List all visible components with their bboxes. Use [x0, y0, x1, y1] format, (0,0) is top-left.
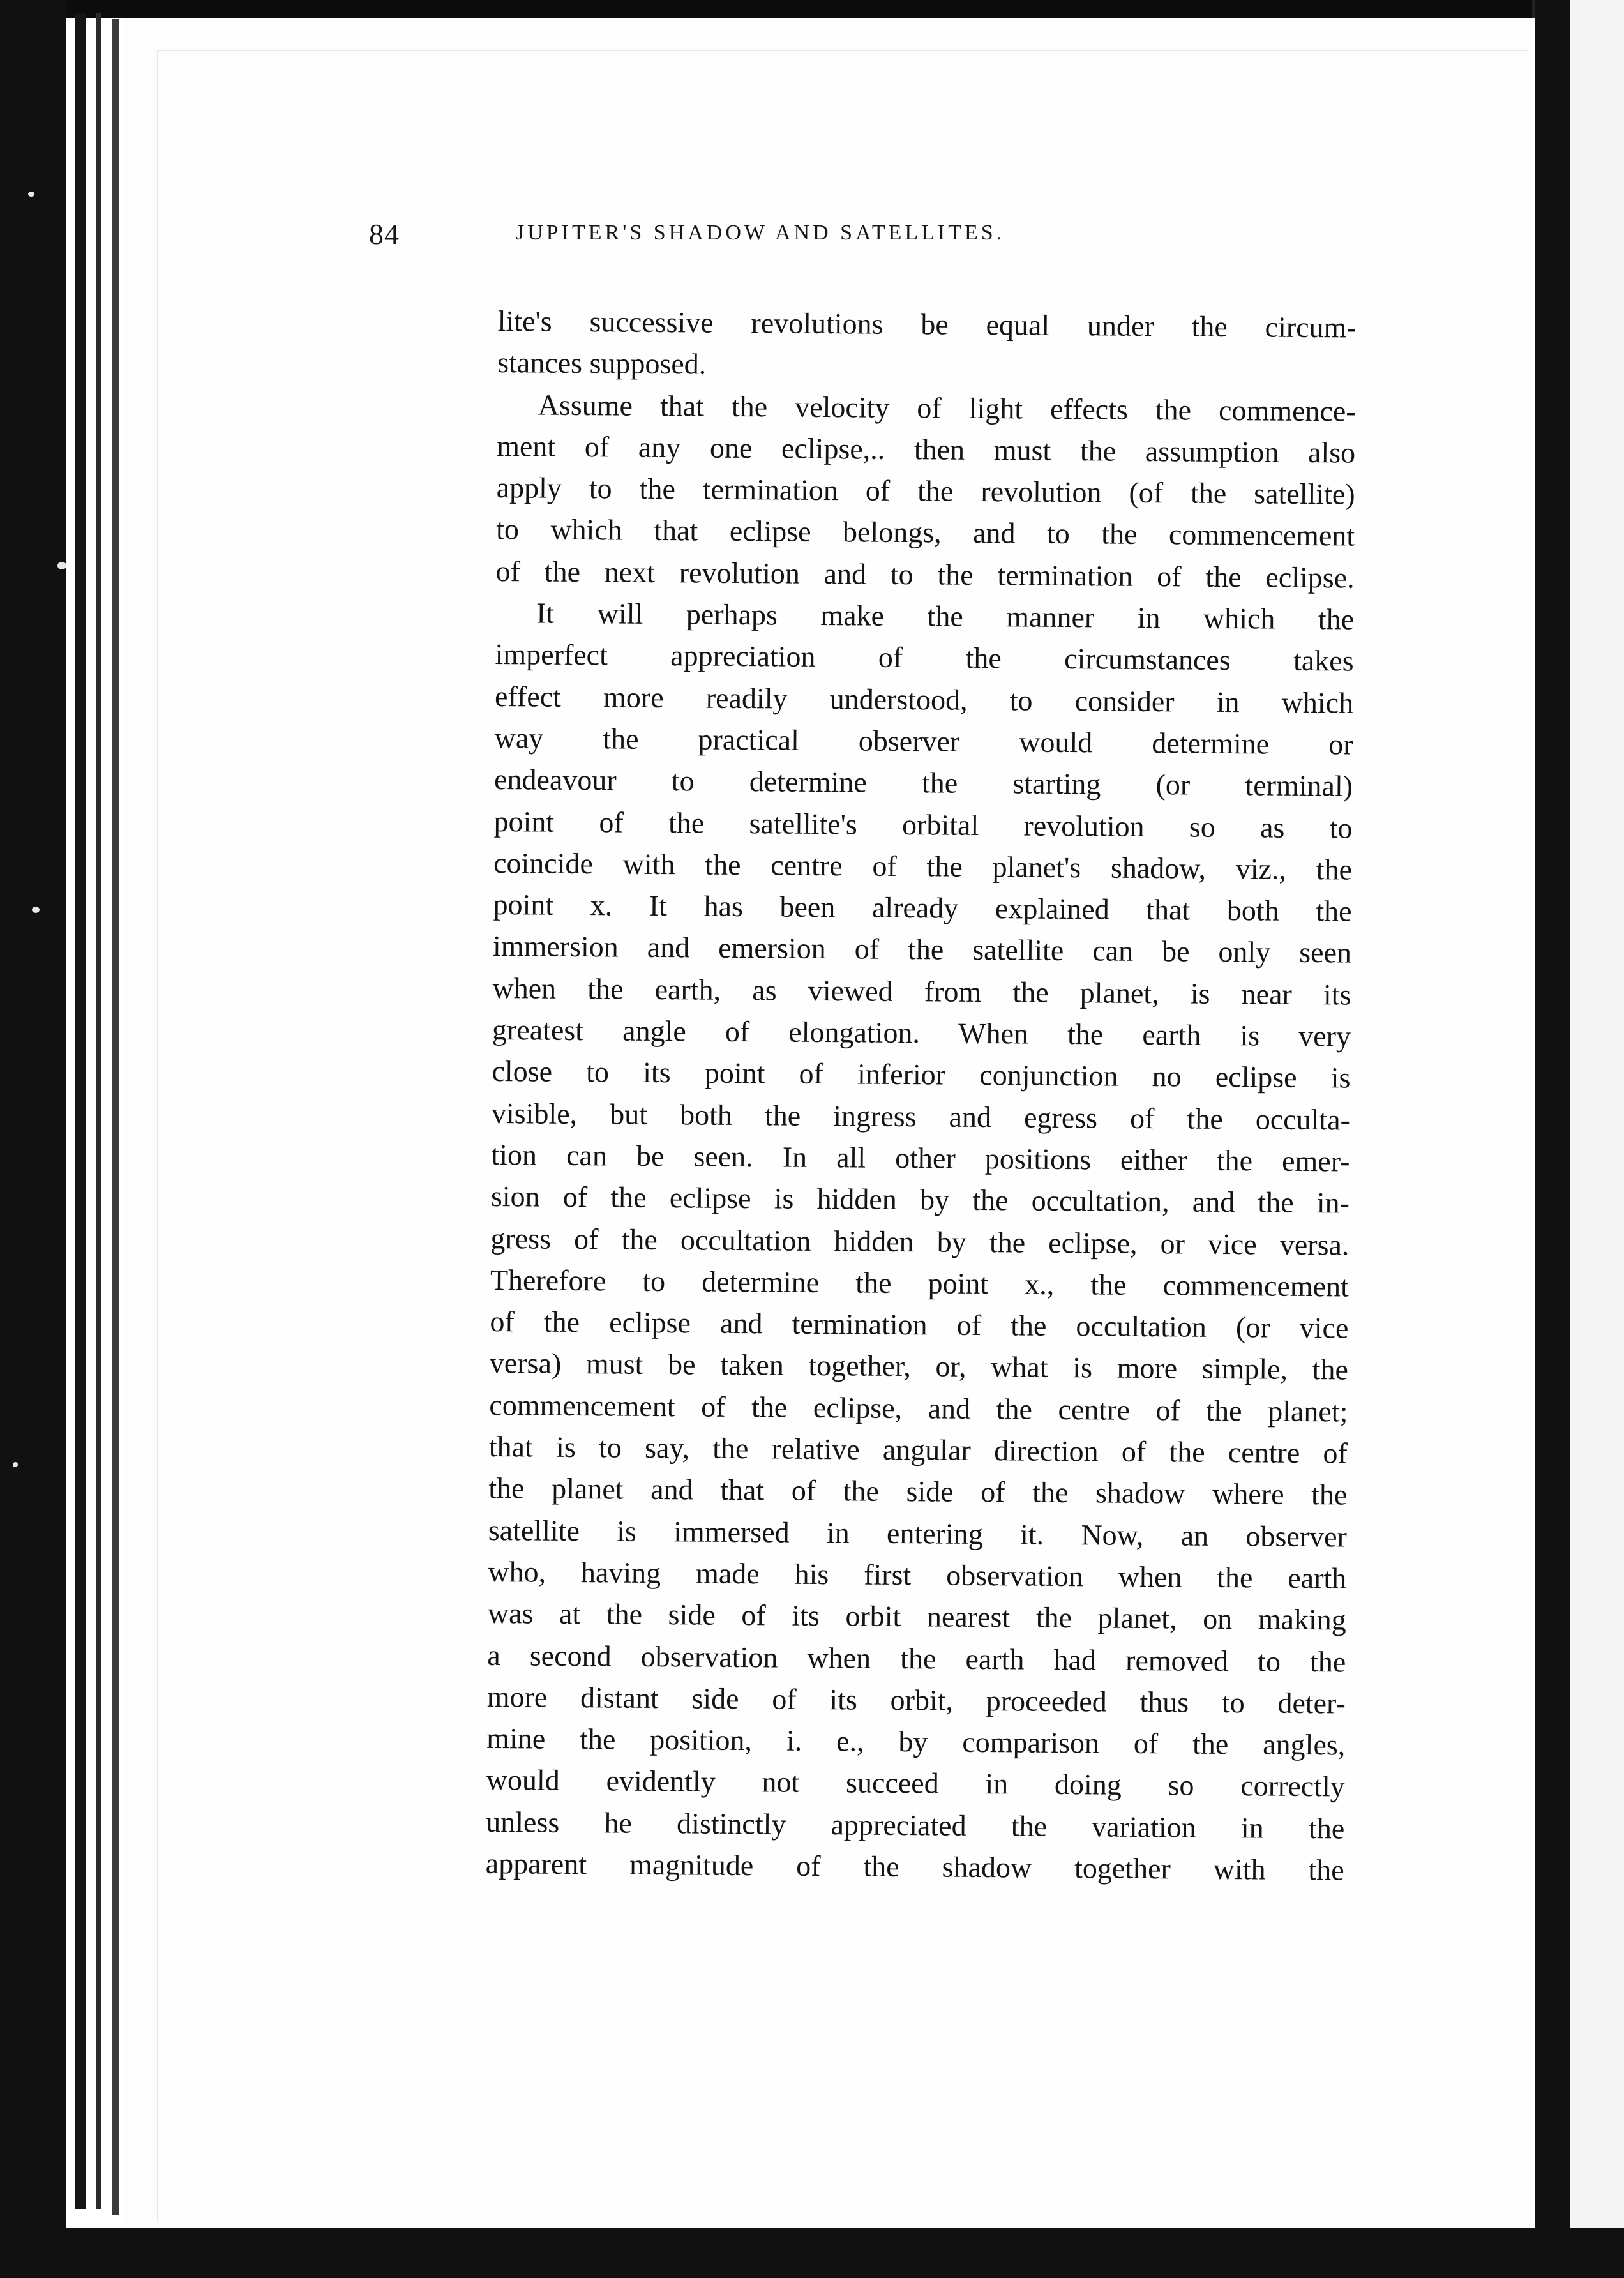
text-line: imperfect appreciation of the circumstances takes [495, 638, 1354, 677]
text-line: when the earth, as viewed from the planet, is near its [492, 971, 1351, 1011]
text-line: more distant side of its orbit, proceeded thus to deter- [486, 1680, 1346, 1720]
running-head [369, 217, 1333, 281]
text-line: Assume that the velocity of light effects the commence- [538, 388, 1356, 428]
text-line: point x. It has been already explained that both the [493, 888, 1352, 928]
text-line: satellite is immersed in entering it. Now, an observer [488, 1513, 1348, 1553]
text-line: coincide with the centre of the planet's shadow, viz., the [493, 846, 1353, 886]
scan-border-bottom [0, 2228, 1624, 2278]
text-line: mine the position, i. e., by comparison of the angles, [486, 1722, 1346, 1761]
body-text [486, 300, 1357, 1891]
text-line: gress of the occultation hidden by the eclipse, or vice versa. [490, 1221, 1350, 1262]
page-edge-rule [75, 13, 86, 2209]
text-line: Therefore to determine the point x., the commencement [490, 1263, 1350, 1303]
text-line: commencement of the eclipse, and the centre of the planet; [489, 1388, 1348, 1428]
scan-speck [13, 1462, 18, 1467]
text-line: It will perhaps make the manner in which the [536, 596, 1355, 636]
text-line: versa) must be taken together, or, what is more simple, the [489, 1346, 1349, 1386]
text-line: tion can be seen. In all other positions either the emer- [491, 1138, 1350, 1178]
scan-border-left [0, 0, 66, 2278]
text-line: lite's successive revolutions be equal under the circum- [497, 304, 1357, 344]
text-line: stances supposed. [497, 346, 707, 381]
text-line: apply to the termination of the revolution (of the satellite) [496, 471, 1355, 511]
text-line: sion of the eclipse is hidden by the occultation, and the in- [490, 1180, 1350, 1219]
scan-border-top [0, 0, 1624, 18]
text-line: of the next revolution and to the termination of the eclipse. [495, 554, 1355, 594]
text-line: to which that eclipse belongs, and to the commencement [495, 513, 1355, 553]
text-line: ment of any one eclipse,.. then must the assumption also [497, 429, 1356, 469]
text-line: endeavour to determine the starting (or terminal) [493, 763, 1353, 803]
page-number: 84 [369, 218, 400, 250]
text-line: greatest angle of elongation. When the earth is very [492, 1013, 1351, 1053]
adjacent-page-edge [1570, 0, 1624, 2278]
text-line: effect more readily understood, to consider in which [494, 679, 1354, 720]
text-line: close to its point of inferior conjunction no eclipse is [492, 1055, 1351, 1094]
text-line: of the eclipse and termination of the occultation (or vice [490, 1305, 1349, 1345]
text-line: who, having made his first observation when the earth [488, 1555, 1347, 1595]
text-line: visible, but both the ingress and egress of the occulta- [491, 1096, 1351, 1136]
scan-speck [57, 562, 66, 570]
text-line: unless he distinctly appreciated the variation in the [486, 1805, 1345, 1845]
text-line: a second observation when the earth had removed to the [487, 1638, 1346, 1678]
text-line: that is to say, the relative angular direction of the centre of [488, 1429, 1348, 1470]
page-edge-rule [112, 19, 119, 2215]
scan-speck [32, 907, 40, 913]
text-line: apparent magnitude of the shadow together with the [485, 1846, 1344, 1887]
text-line: the planet and that of the side of the shadow where the [488, 1472, 1348, 1511]
text-line: was at the side of its orbit nearest the planet, on making [487, 1597, 1347, 1636]
scan-border-right [1535, 0, 1570, 2278]
text-line: way the practical observer would determine or [494, 721, 1353, 761]
text-line: immersion and emersion of the satellite can be only seen [492, 930, 1352, 969]
text-line: would evidently not succeed in doing so correctly [486, 1763, 1345, 1803]
running-title: JUPITER'S SHADOW AND SATELLITES. [516, 221, 1005, 245]
scan-speck [28, 192, 34, 197]
page-edge-rule [96, 13, 101, 2209]
text-line: point of the satellite's orbital revolution so as to [493, 804, 1353, 845]
